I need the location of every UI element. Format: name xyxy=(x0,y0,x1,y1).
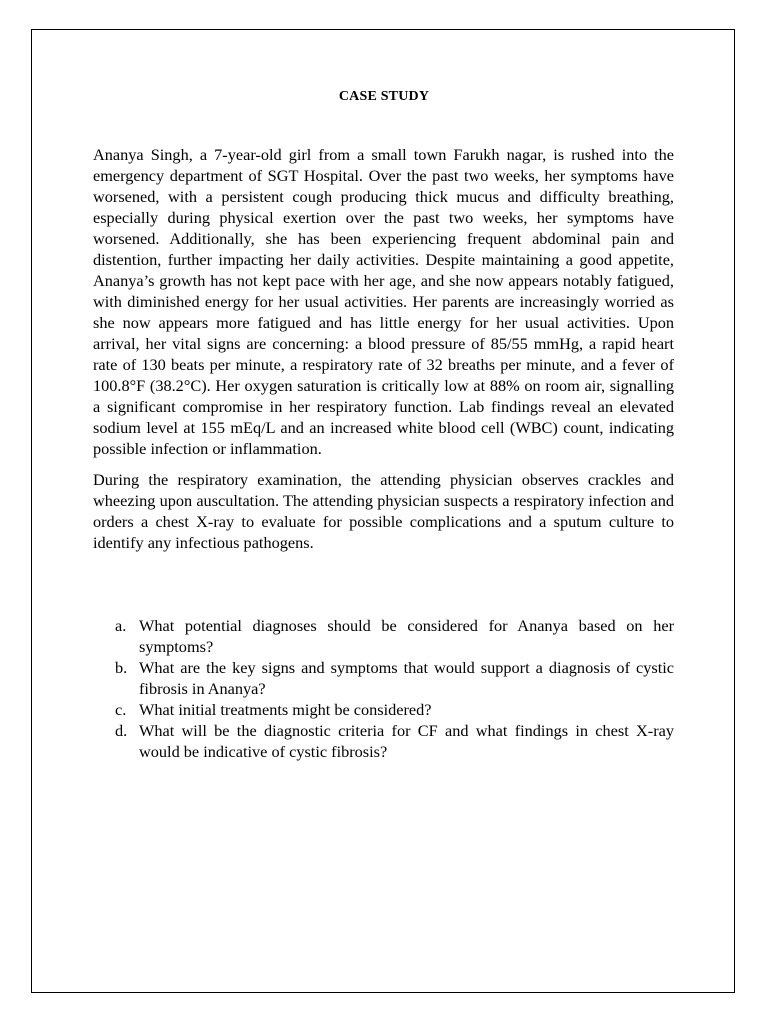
question-list xyxy=(115,615,674,762)
question-item xyxy=(115,615,674,657)
question-text: What are the key signs and symptoms that would support a diagnosis of cystic fibrosis in Ananya? xyxy=(139,658,674,698)
question-item xyxy=(115,699,674,720)
question-marker: b. xyxy=(115,658,128,677)
question-text: What will be the diagnostic criteria for CF and what findings in chest X-ray would be indicative of cystic fibrosis? xyxy=(139,721,674,761)
case-paragraph-presentation: Ananya Singh, a 7-year-old girl from a small town Farukh nagar, is rushed into the emergency department of SGT Hospital. Over the past two weeks, her symptoms have worsened, with a persistent cough producing thick mucus and difficulty breathing, especially during physical exertion over the past two weeks, her symptoms have worsened. Additionally, she has been experiencing frequent abdominal pain and distention, further impacting her daily activities. Despite maintaining a good appetite, Ananya’s growth has not kept pace with her age, and she now appears notably fatigued, with diminished energy for her usual activities. Her parents are increasingly worried as she now appears more fatigued and has little energy for her usual activities. Upon arrival, her vital signs are concerning: a blood pressure of 85/55 mmHg, a rapid heart rate of 130 beats per minute, a respiratory rate of 32 breaths per minute, and a fever of 100.8°F (38.2°C). Her oxygen saturation is critically low at 88% on room air, signalling a significant compromise in her respiratory function. Lab findings reveal an elevated sodium level at 155 mEq/L and an increased white blood cell (WBC) count, indicating possible infection or inflammation. xyxy=(93,145,674,458)
page-title: CASE STUDY xyxy=(338,89,430,104)
question-text: What potential diagnoses should be considered for Ananya based on her symptoms? xyxy=(139,616,674,656)
question-marker: a. xyxy=(115,616,127,635)
question-marker: c. xyxy=(115,700,127,719)
question-item xyxy=(115,657,674,699)
question-text: What initial treatments might be considered? xyxy=(139,700,432,719)
case-narrative xyxy=(93,144,674,563)
case-paragraph-examination: During the respiratory examination, the attending physician observes crackles and wheezing upon auscultation. The attending physician suspects a respiratory infection and orders a chest X-ray to evaluate for possible complications and a sputum culture to identify any infectious pathogens. xyxy=(93,470,674,552)
question-marker: d. xyxy=(115,721,128,740)
question-item xyxy=(115,720,674,762)
